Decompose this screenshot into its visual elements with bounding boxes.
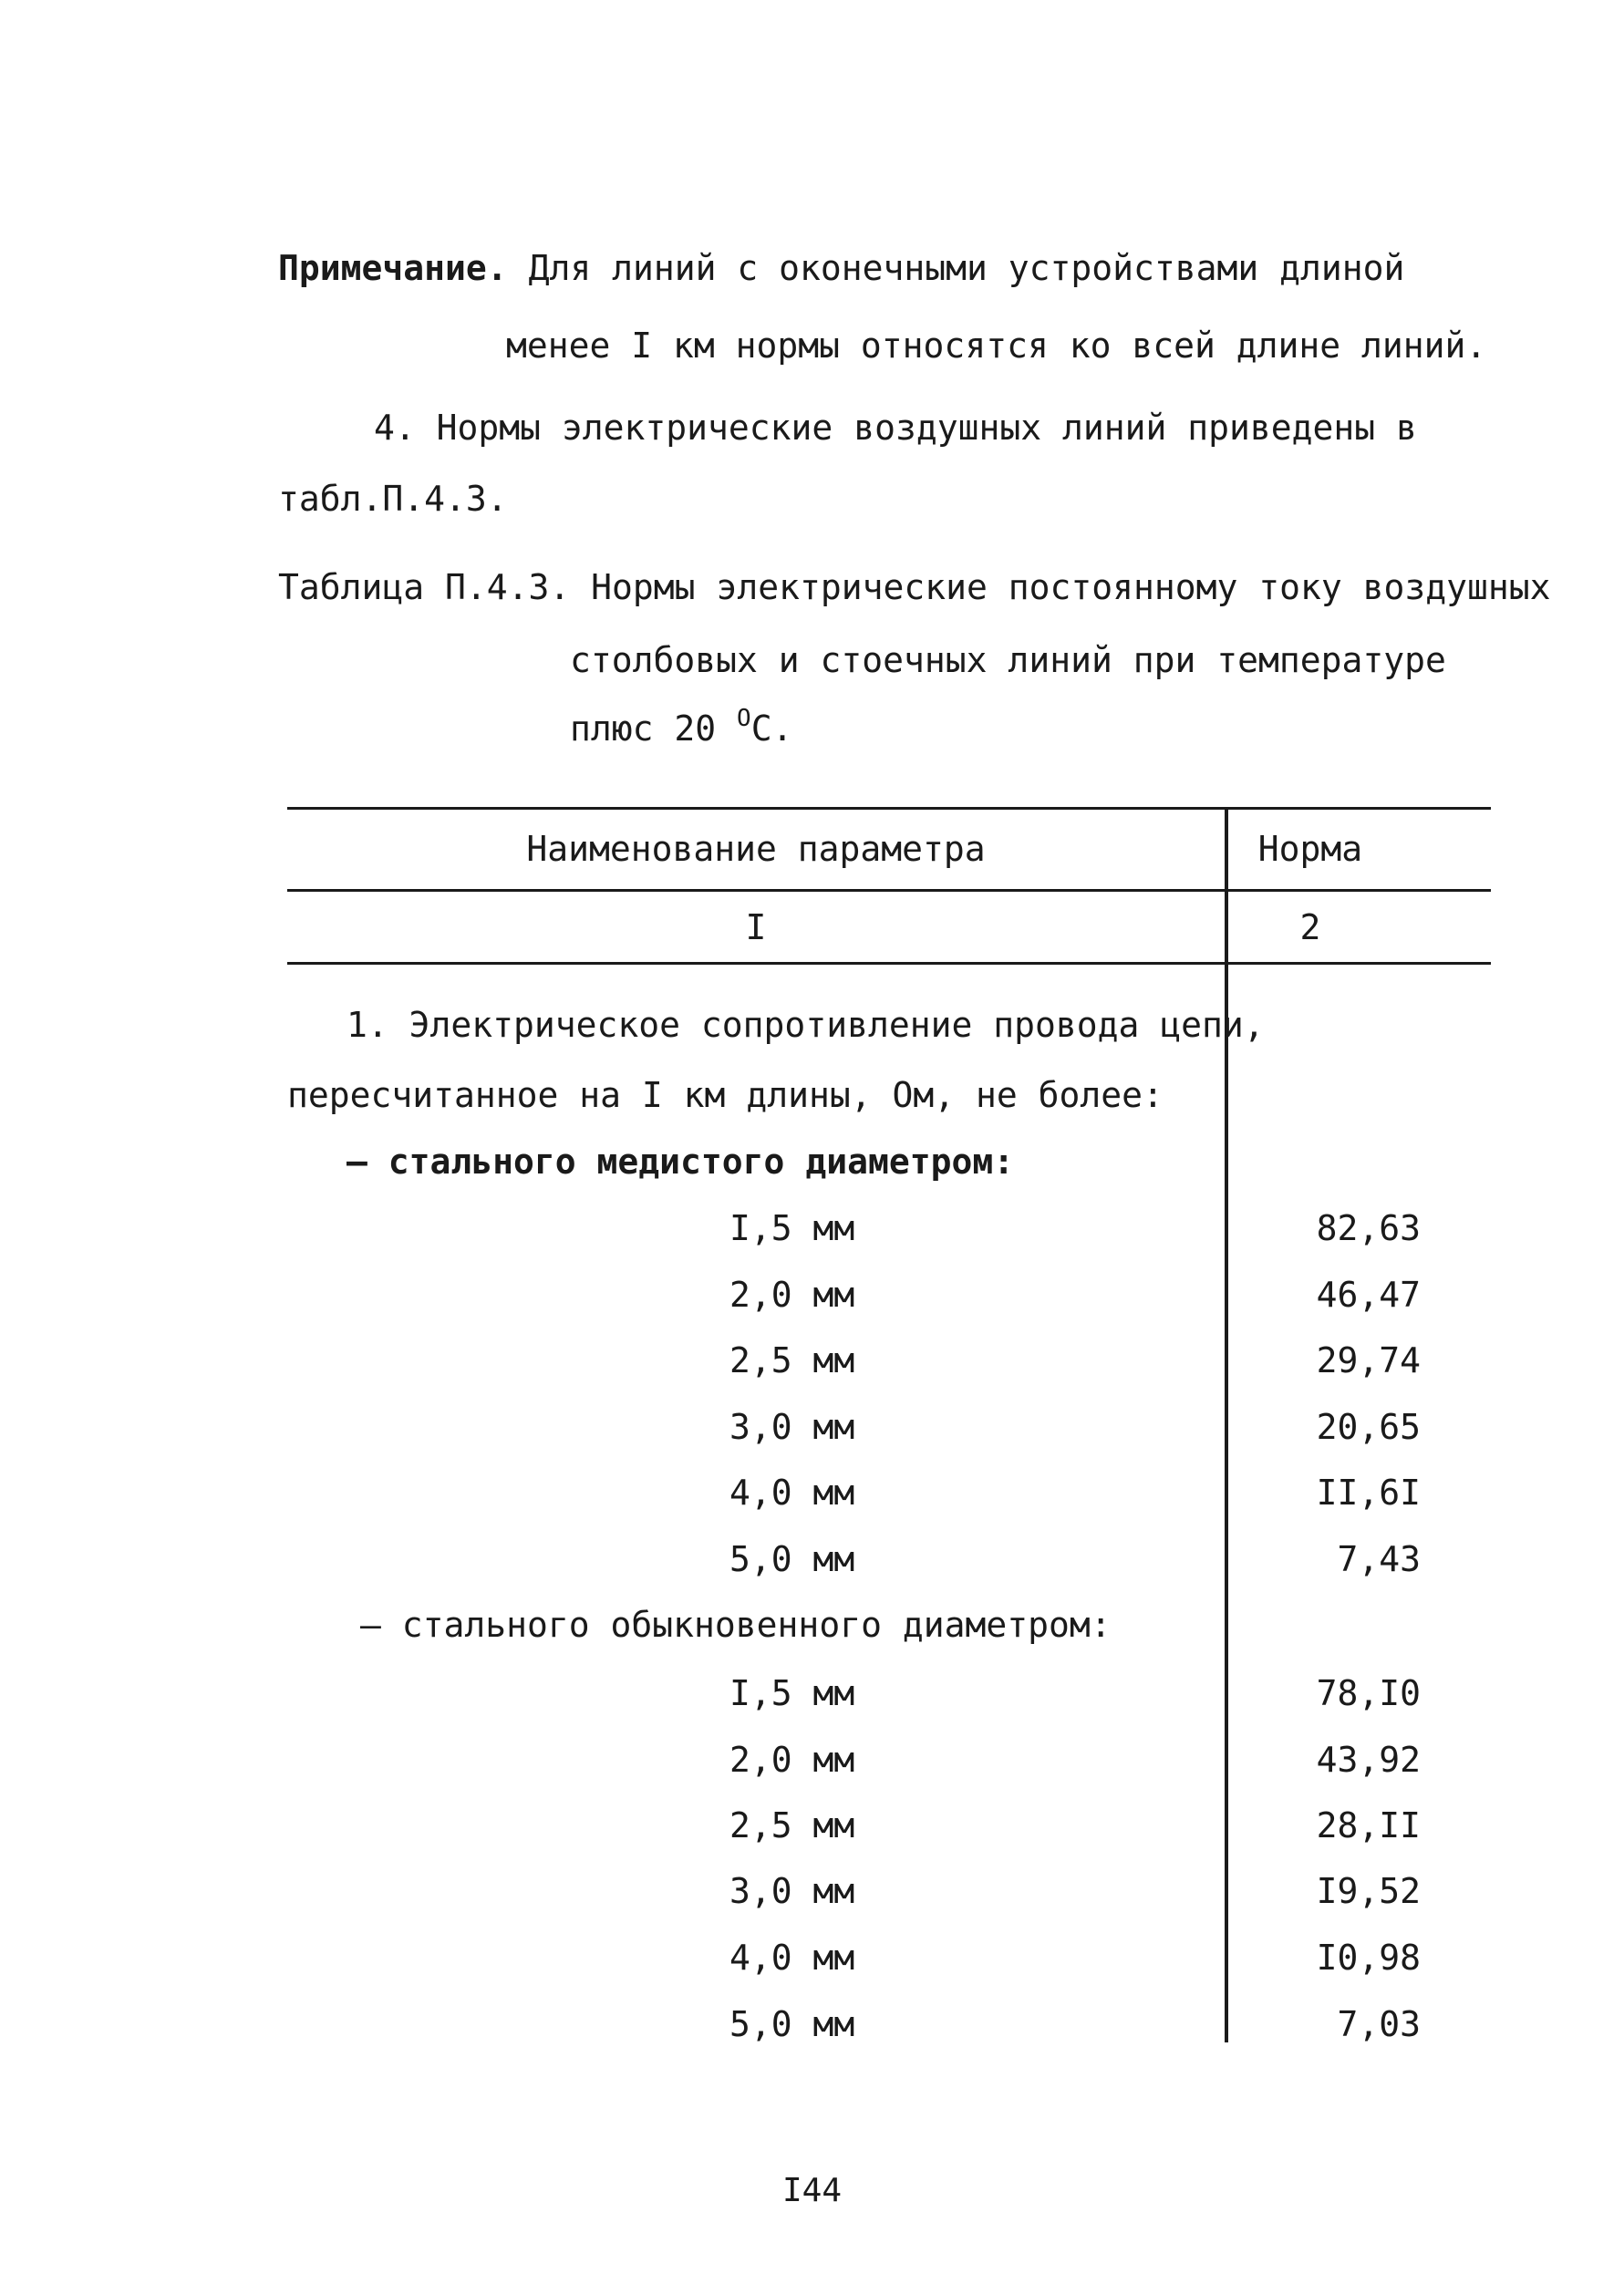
- note-text-1: Для линий с оконечными устройствами длиной: [528, 248, 1405, 288]
- value-cell: I0,98: [1316, 1938, 1421, 1978]
- diameter-cell: 5,0 мм: [729, 2004, 855, 2044]
- diameter-cell: 4,0 мм: [729, 1938, 855, 1978]
- paragraph-4-line-2: табл.П.4.3.: [278, 479, 508, 519]
- value-cell: II,6I: [1316, 1473, 1421, 1513]
- diameter-cell: I,5 мм: [729, 1208, 855, 1248]
- diameter-cell: 2,5 мм: [729, 1340, 855, 1380]
- diameter-cell: I,5 мм: [729, 1673, 855, 1713]
- table-header-rule: [287, 889, 1491, 892]
- group-label-ordinary-steel: – стального обыкновенного диаметром:: [360, 1605, 1112, 1645]
- value-cell: 82,63: [1316, 1208, 1421, 1248]
- column-number-1: I: [745, 907, 767, 947]
- header-norm: Норма: [1257, 829, 1363, 869]
- table-caption-line-3: [570, 705, 793, 749]
- diameter-cell: 2,0 мм: [729, 1740, 855, 1780]
- column-number-2: 2: [1299, 907, 1321, 947]
- note-line-1: [278, 248, 1405, 288]
- table-column-divider: [1225, 807, 1228, 2042]
- paragraph-4-line-1: 4. Нормы электрические воздушных линий приведены в: [374, 408, 1417, 448]
- diameter-cell: 3,0 мм: [729, 1871, 855, 1911]
- group-label-copper-steel: – стального медистого диаметром:: [347, 1142, 1015, 1182]
- value-cell: 29,74: [1316, 1340, 1421, 1380]
- value-cell: 46,47: [1316, 1275, 1421, 1315]
- table-caption-line-2: столбовых и стоечных линий при температуре: [570, 640, 1446, 680]
- section-1-line-1: 1. Электрическое сопротивление провода цепи,: [347, 1005, 1265, 1045]
- note-label: Примечание.: [278, 248, 508, 288]
- value-cell: 7,43: [1337, 1539, 1421, 1579]
- value-cell: 43,92: [1316, 1740, 1421, 1780]
- degree-sign: О: [737, 705, 751, 732]
- diameter-cell: 3,0 мм: [729, 1407, 855, 1447]
- page-number: I44: [781, 2172, 843, 2209]
- caption-temp-prefix: плюс 20: [570, 708, 738, 749]
- diameter-cell: 2,5 мм: [729, 1805, 855, 1845]
- value-cell: I9,52: [1316, 1871, 1421, 1911]
- value-cell: 28,II: [1316, 1805, 1421, 1845]
- table-caption-line-1: Таблица П.4.3. Нормы электрические постоянному току воздушных: [278, 567, 1551, 607]
- note-line-2: менее I км нормы относятся ко всей длине линий.: [506, 326, 1487, 366]
- caption-temp-suffix: С.: [750, 708, 793, 749]
- value-cell: 20,65: [1316, 1407, 1421, 1447]
- diameter-cell: 2,0 мм: [729, 1275, 855, 1315]
- diameter-cell: 4,0 мм: [729, 1473, 855, 1513]
- table-number-rule: [287, 962, 1491, 965]
- section-1-line-2: пересчитанное на I км длины, Ом, не более:: [287, 1075, 1164, 1115]
- header-parameter-name: Наименование параметра: [526, 829, 986, 869]
- table-top-rule: [287, 807, 1491, 810]
- value-cell: 7,03: [1337, 2004, 1421, 2044]
- diameter-cell: 5,0 мм: [729, 1539, 855, 1579]
- value-cell: 78,I0: [1316, 1673, 1421, 1713]
